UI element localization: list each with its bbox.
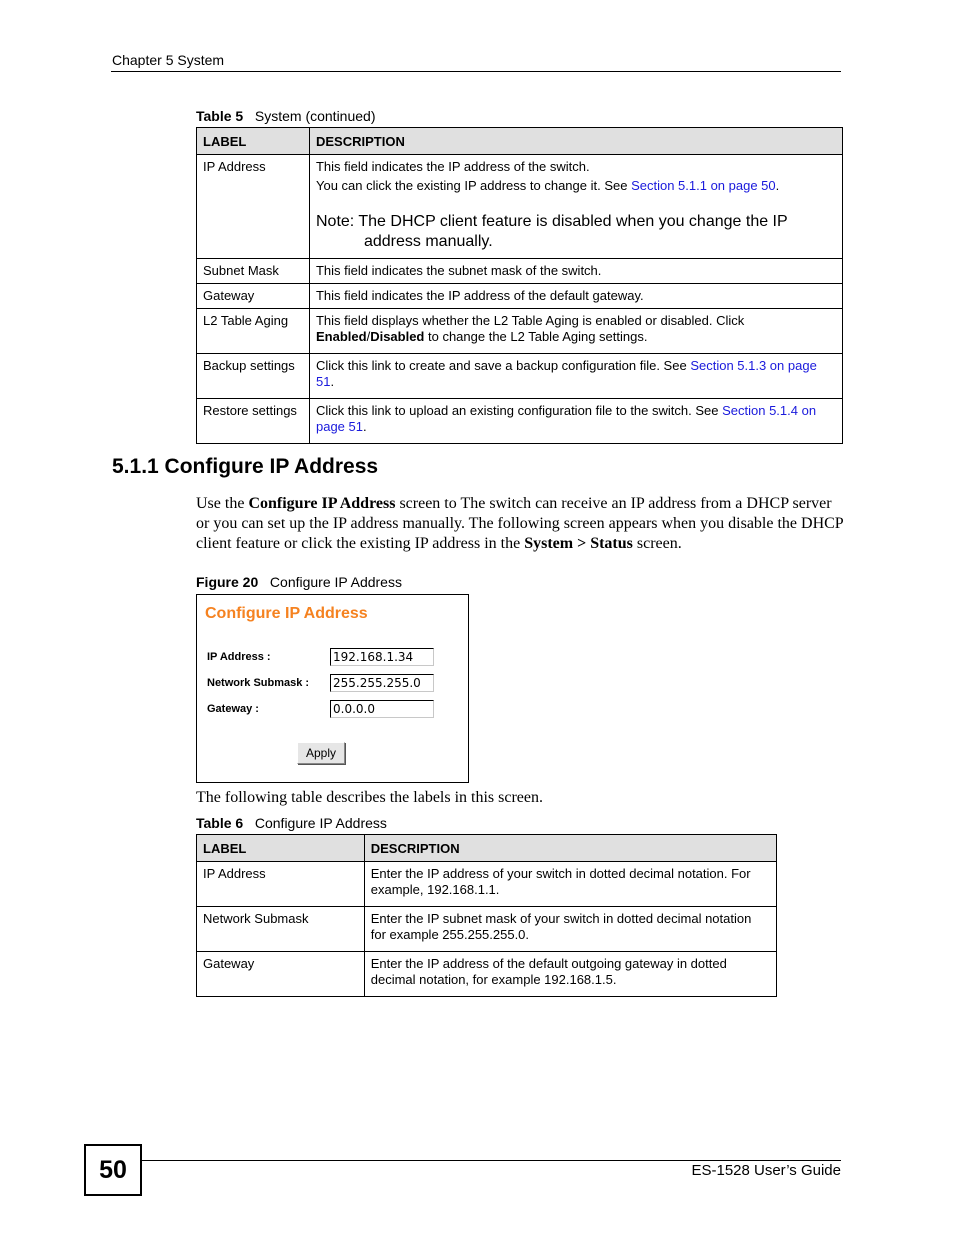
row-description: This field indicates the IP address of the switch. bbox=[315, 159, 590, 174]
desc-text: Click this link to create and save a backup configuration file. See bbox=[315, 358, 691, 373]
desc-text: This field displays whether the L2 Table Aging is enabled or disabled. Click bbox=[315, 313, 745, 328]
table-row bbox=[197, 155, 843, 259]
row-description bbox=[310, 354, 842, 398]
section-link[interactable]: Section 5.1.4 on page 51 bbox=[315, 403, 817, 434]
row-label: Network Submask bbox=[203, 911, 309, 926]
table-header-row bbox=[197, 128, 843, 155]
section-title: 5.1.1 Configure IP Address bbox=[112, 455, 379, 478]
row-description: This field indicates the IP address of the default gateway. bbox=[315, 288, 644, 303]
desc-text: Click this link to upload an existing configuration file to the switch. See bbox=[315, 403, 723, 418]
apply-button[interactable]: Apply bbox=[297, 742, 345, 764]
intro-bold-1: Configure IP Address bbox=[248, 495, 396, 512]
footer-rule bbox=[140, 1160, 841, 1161]
network-submask-input[interactable]: 255.255.255.0 bbox=[330, 674, 434, 692]
row-label: IP Address bbox=[203, 866, 266, 881]
desc-period: . bbox=[330, 374, 335, 389]
row-description: This field indicates the subnet mask of the switch. bbox=[315, 263, 602, 278]
row-description bbox=[310, 399, 842, 443]
table-row bbox=[197, 399, 843, 444]
disabled-text: Disabled bbox=[370, 329, 425, 344]
row-label: L2 Table Aging bbox=[203, 313, 289, 328]
desc-text: You can click the existing IP address to change it. See bbox=[315, 178, 632, 193]
guide-title: ES-1528 User’s Guide bbox=[691, 1162, 841, 1179]
intro-paragraph bbox=[196, 494, 846, 554]
note bbox=[316, 212, 836, 252]
section-link[interactable]: Section 5.1.3 on page 51 bbox=[315, 358, 817, 389]
network-submask-label: Network Submask : bbox=[207, 677, 310, 689]
enabled-text: Enabled bbox=[315, 329, 367, 344]
table-row bbox=[197, 907, 777, 952]
figure20-caption-text: Configure IP Address bbox=[269, 574, 402, 590]
note-line-1: Note: The DHCP client feature is disabled when you change the IP bbox=[315, 213, 788, 230]
row-label: Backup settings bbox=[203, 358, 295, 373]
row-label: IP Address bbox=[203, 159, 266, 174]
page-number: 50 bbox=[84, 1144, 142, 1196]
following-text: The following table describes the labels in this screen. bbox=[196, 789, 544, 806]
row-label: Subnet Mask bbox=[203, 263, 279, 278]
desc-sep: / bbox=[366, 329, 371, 344]
table6 bbox=[196, 834, 777, 997]
configure-ip-screen bbox=[196, 594, 469, 783]
desc-period: . bbox=[362, 419, 367, 434]
figure20-caption bbox=[196, 574, 402, 590]
column-header-label: LABEL bbox=[197, 128, 310, 155]
gateway-input[interactable]: 0.0.0.0 bbox=[330, 700, 434, 718]
column-header-description: DESCRIPTION bbox=[364, 835, 776, 862]
intro-bold-2: System > Status bbox=[524, 535, 633, 552]
row-description: Enter the IP address of the default outgoing gateway in dotted decimal notation, for example 192.168.1.5. bbox=[370, 956, 727, 987]
row-description: Enter the IP subnet mask of your switch in dotted decimal notation for example 255.255.255.0. bbox=[370, 911, 752, 942]
table-row bbox=[197, 309, 843, 354]
table6-caption-number: Table 6 bbox=[196, 815, 244, 831]
table5-caption-text: System (continued) bbox=[254, 108, 376, 124]
row-description: Enter the IP address of your switch in dotted decimal notation. For example, 192.168.1.1. bbox=[370, 866, 751, 897]
chapter-header: Chapter 5 System bbox=[112, 52, 225, 68]
column-header-description: DESCRIPTION bbox=[309, 128, 842, 155]
table-row bbox=[197, 259, 843, 284]
section-link[interactable]: Section 5.1.1 on page 50 bbox=[631, 178, 776, 193]
screen-title: Configure IP Address bbox=[205, 605, 368, 622]
note-line-2: address manually. bbox=[363, 233, 493, 250]
table-row bbox=[197, 284, 843, 309]
table6-caption-text: Configure IP Address bbox=[254, 815, 387, 831]
intro-text-3: screen. bbox=[632, 535, 682, 552]
table5-caption bbox=[196, 108, 375, 124]
table-row bbox=[197, 862, 777, 907]
row-label: Restore settings bbox=[203, 403, 297, 418]
figure20-caption-number: Figure 20 bbox=[196, 574, 259, 590]
row-label: Gateway bbox=[203, 956, 255, 971]
desc-text-end: to change the L2 Table Aging settings. bbox=[424, 329, 648, 344]
row-description bbox=[310, 309, 842, 353]
table-row bbox=[197, 952, 777, 997]
table-row bbox=[197, 354, 843, 399]
intro-text-2: screen to The switch can receive an IP address from a DHCP server or you can set up the IP address manually. The following screen appears when you disable the DHCP client feature or click the existing IP address in the bbox=[196, 495, 844, 552]
table5-caption-number: Table 5 bbox=[196, 108, 244, 124]
row-label: Gateway bbox=[203, 288, 255, 303]
gateway-label: Gateway : bbox=[207, 703, 259, 715]
desc-period: . bbox=[775, 178, 780, 193]
table6-caption bbox=[196, 815, 387, 831]
table-header-row bbox=[197, 835, 777, 862]
row-description-2 bbox=[316, 178, 836, 194]
ip-address-label: IP Address : bbox=[207, 651, 271, 663]
intro-text-1: Use the bbox=[196, 495, 249, 512]
column-header-label: LABEL bbox=[197, 835, 365, 862]
ip-address-input[interactable]: 192.168.1.34 bbox=[330, 648, 434, 666]
table5 bbox=[196, 127, 843, 444]
header-rule bbox=[111, 71, 841, 72]
